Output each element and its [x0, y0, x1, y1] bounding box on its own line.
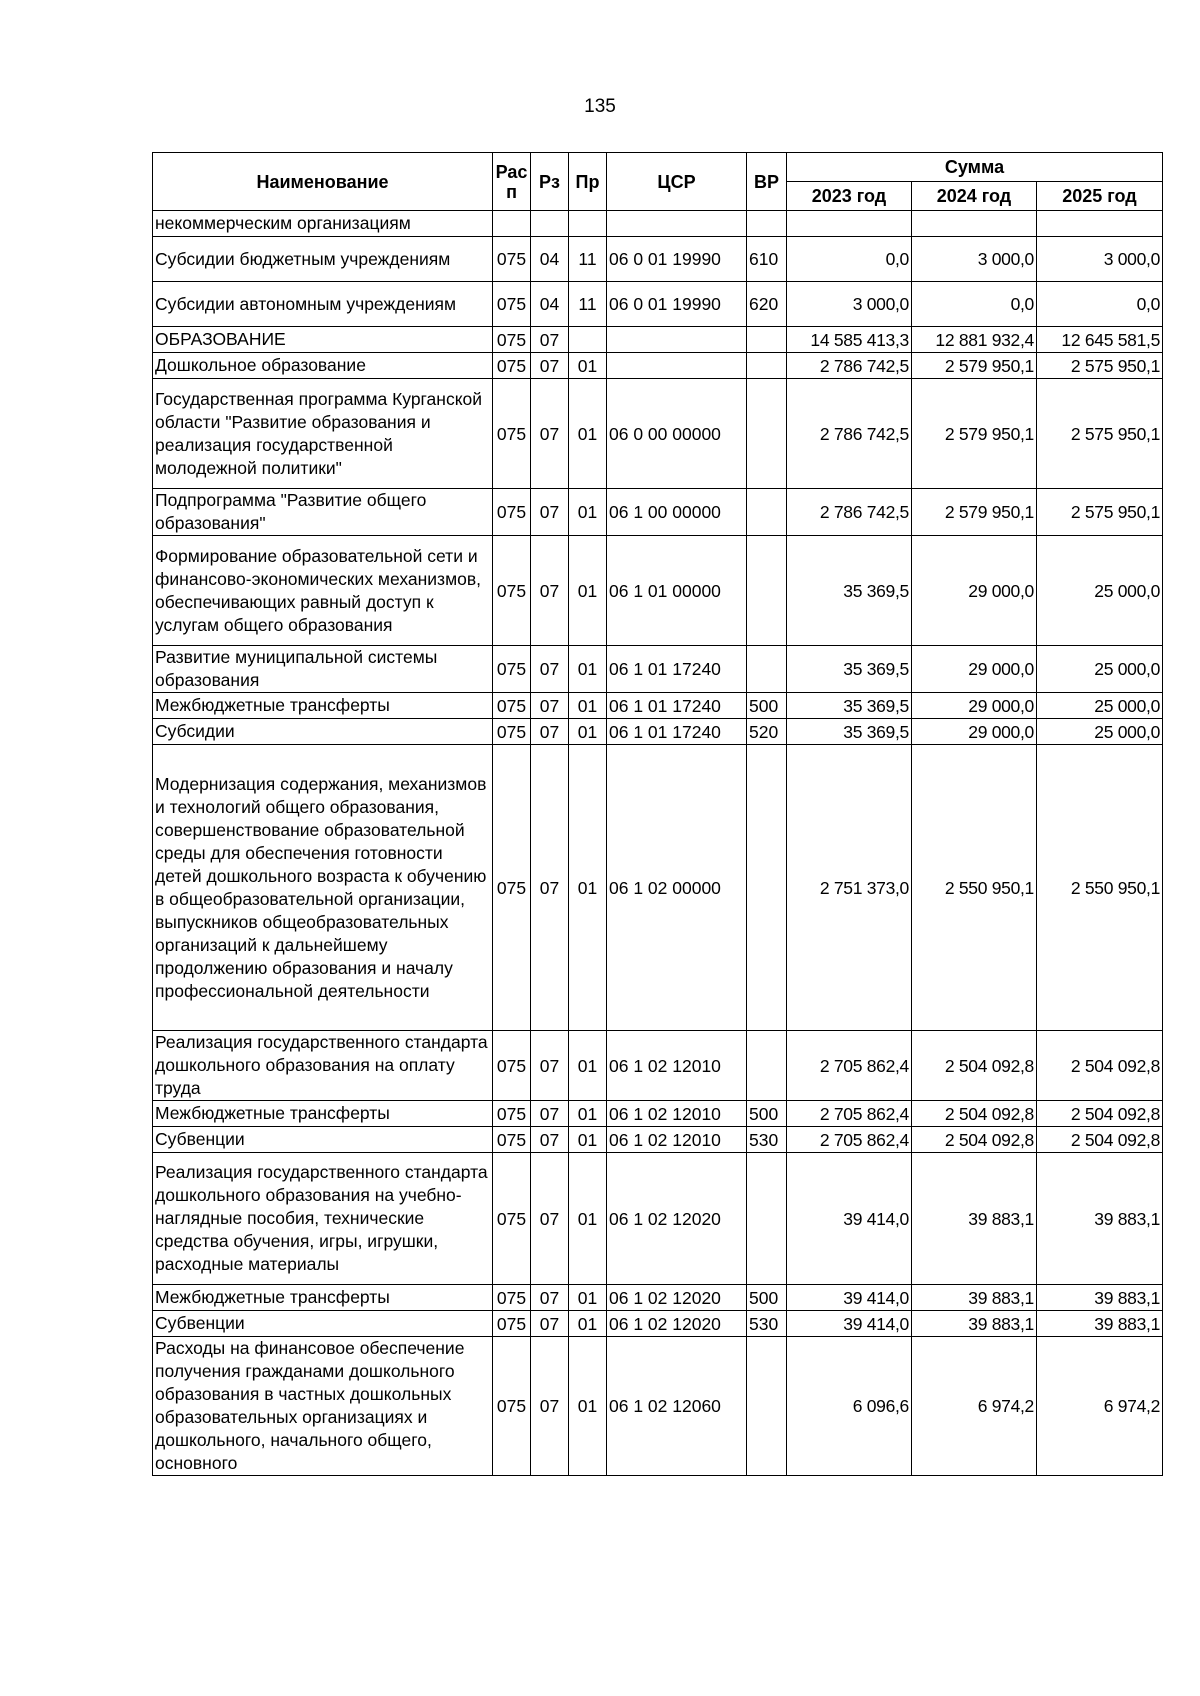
row-vr: 620: [747, 282, 787, 327]
row-rasp: 075: [493, 719, 531, 745]
row-vr: [747, 745, 787, 1031]
row-rz: 07: [531, 693, 569, 719]
row-amount-2025: 2 504 092,8: [1037, 1101, 1163, 1127]
row-pr: 11: [569, 237, 607, 282]
row-amount-2025: 25 000,0: [1037, 646, 1163, 693]
row-amount-2024: 2 504 092,8: [912, 1101, 1037, 1127]
row-pr: 01: [569, 1311, 607, 1337]
row-csr: 06 0 01 19990: [607, 237, 747, 282]
table-row: [153, 327, 1163, 353]
row-amount-2025: 25 000,0: [1037, 719, 1163, 745]
row-amount-2024: 29 000,0: [912, 646, 1037, 693]
row-amount-2025: 2 575 950,1: [1037, 379, 1163, 489]
row-vr: [747, 536, 787, 646]
row-amount-2024: 3 000,0: [912, 237, 1037, 282]
header-year-2023: 2023 год: [787, 182, 912, 211]
row-csr: 06 0 01 19990: [607, 282, 747, 327]
row-amount-2024: 29 000,0: [912, 719, 1037, 745]
row-rz: 07: [531, 353, 569, 379]
header-year-2024: 2024 год: [912, 182, 1037, 211]
row-pr: 01: [569, 1101, 607, 1127]
row-pr: 01: [569, 1127, 607, 1153]
row-amount-2024: 12 881 932,4: [912, 327, 1037, 353]
row-pr: 01: [569, 1153, 607, 1285]
row-amount-2025: 25 000,0: [1037, 693, 1163, 719]
table-row: [153, 693, 1163, 719]
row-amount-2025: 0,0: [1037, 282, 1163, 327]
row-rz: [531, 211, 569, 237]
page-number: 135: [584, 96, 616, 117]
row-amount-2023: 2 751 373,0: [787, 745, 912, 1031]
row-rasp: 075: [493, 1285, 531, 1311]
row-name: ОБРАЗОВАНИЕ: [153, 327, 493, 353]
row-amount-2024: 39 883,1: [912, 1311, 1037, 1337]
row-rasp: 075: [493, 536, 531, 646]
row-name: Субсидии: [153, 719, 493, 745]
row-pr: 01: [569, 745, 607, 1031]
row-csr: 06 0 00 00000: [607, 379, 747, 489]
row-amount-2023: 39 414,0: [787, 1285, 912, 1311]
row-amount-2024: 2 504 092,8: [912, 1127, 1037, 1153]
header-csr: ЦСР: [607, 153, 747, 211]
row-name: Реализация государственного стандарта дошкольного образования на учебно-наглядные пособия, технические средства обучения, игры, игрушки, расходные материалы: [153, 1153, 493, 1285]
row-amount-2024: 2 579 950,1: [912, 489, 1037, 536]
row-vr: 530: [747, 1127, 787, 1153]
row-pr: 01: [569, 646, 607, 693]
row-pr: 01: [569, 536, 607, 646]
table-row: [153, 353, 1163, 379]
row-amount-2024: 2 550 950,1: [912, 745, 1037, 1031]
row-amount-2023: 3 000,0: [787, 282, 912, 327]
header-year-2025: 2025 год: [1037, 182, 1163, 211]
row-pr: 01: [569, 1337, 607, 1476]
row-rasp: 075: [493, 646, 531, 693]
row-csr: 06 1 02 12020: [607, 1311, 747, 1337]
row-rasp: 075: [493, 379, 531, 489]
row-rz: 07: [531, 1311, 569, 1337]
row-name: Межбюджетные трансферты: [153, 1285, 493, 1311]
row-rz: 04: [531, 237, 569, 282]
table-row: [153, 1153, 1163, 1285]
row-rz: 07: [531, 745, 569, 1031]
row-csr: 06 1 02 00000: [607, 745, 747, 1031]
table-row: [153, 745, 1163, 1031]
header-pr: Пр: [569, 153, 607, 211]
row-pr: 01: [569, 1031, 607, 1101]
row-name: Модернизация содержания, механизмов и технологий общего образования, совершенствование образовательной среды для обеспечения готовности детей дошкольного возраста к обучению в общеобразовательной организации, выпускников общеобразовательных организаций к дальнейшему продолжению образования и началу профессиональной деятельности: [153, 745, 493, 1031]
row-name: Субвенции: [153, 1127, 493, 1153]
row-amount-2023: 39 414,0: [787, 1311, 912, 1337]
row-rasp: 075: [493, 353, 531, 379]
table-row: [153, 379, 1163, 489]
row-amount-2023: 35 369,5: [787, 536, 912, 646]
row-vr: [747, 489, 787, 536]
row-rz: 07: [531, 379, 569, 489]
table-row: [153, 237, 1163, 282]
row-amount-2025: 12 645 581,5: [1037, 327, 1163, 353]
row-rasp: 075: [493, 237, 531, 282]
row-pr: 01: [569, 719, 607, 745]
row-amount-2024: 39 883,1: [912, 1285, 1037, 1311]
row-name: Расходы на финансовое обеспечение получения гражданами дошкольного образования в частных дошкольных образовательных организациях и дошкольного, начального общего, основного: [153, 1337, 493, 1476]
row-csr: 06 1 01 17240: [607, 646, 747, 693]
row-name: некоммерческим организациям: [153, 211, 493, 237]
row-pr: 01: [569, 1285, 607, 1311]
row-csr: 06 1 02 12060: [607, 1337, 747, 1476]
row-amount-2024: 29 000,0: [912, 536, 1037, 646]
row-amount-2023: 2 705 862,4: [787, 1031, 912, 1101]
row-csr: 06 1 02 12020: [607, 1285, 747, 1311]
row-vr: 500: [747, 693, 787, 719]
row-amount-2024: 6 974,2: [912, 1337, 1037, 1476]
table-row: [153, 1337, 1163, 1476]
row-vr: [747, 1153, 787, 1285]
row-rasp: 075: [493, 745, 531, 1031]
row-rasp: 075: [493, 1127, 531, 1153]
row-rz: 07: [531, 327, 569, 353]
row-vr: 520: [747, 719, 787, 745]
row-vr: [747, 379, 787, 489]
table-header: [153, 153, 1163, 211]
row-amount-2025: 2 575 950,1: [1037, 489, 1163, 536]
row-name: Формирование образовательной сети и финансово-экономических механизмов, обеспечивающих равный доступ к услугам общего образования: [153, 536, 493, 646]
table-row: [153, 211, 1163, 237]
row-csr: 06 1 01 00000: [607, 536, 747, 646]
row-amount-2023: 2 786 742,5: [787, 489, 912, 536]
row-amount-2025: 39 883,1: [1037, 1153, 1163, 1285]
row-vr: 610: [747, 237, 787, 282]
row-name: Развитие муниципальной системы образования: [153, 646, 493, 693]
table-row: [153, 1101, 1163, 1127]
row-vr: 500: [747, 1285, 787, 1311]
row-rasp: 075: [493, 1101, 531, 1127]
row-rz: 07: [531, 1285, 569, 1311]
row-amount-2023: 35 369,5: [787, 693, 912, 719]
row-csr: [607, 211, 747, 237]
row-amount-2023: 35 369,5: [787, 719, 912, 745]
row-rasp: 075: [493, 1153, 531, 1285]
row-amount-2025: 2 504 092,8: [1037, 1127, 1163, 1153]
row-amount-2023: 2 786 742,5: [787, 353, 912, 379]
row-amount-2025: [1037, 211, 1163, 237]
row-amount-2025: 3 000,0: [1037, 237, 1163, 282]
table-row: [153, 719, 1163, 745]
row-vr: [747, 646, 787, 693]
row-name: Субвенции: [153, 1311, 493, 1337]
row-name: Субсидии бюджетным учреждениям: [153, 237, 493, 282]
header-sum: Сумма: [787, 153, 1163, 182]
row-rasp: [493, 211, 531, 237]
row-name: Межбюджетные трансферты: [153, 1101, 493, 1127]
row-vr: [747, 211, 787, 237]
row-vr: [747, 353, 787, 379]
row-vr: [747, 1337, 787, 1476]
row-rz: 07: [531, 536, 569, 646]
row-amount-2023: 35 369,5: [787, 646, 912, 693]
table-row: [153, 536, 1163, 646]
row-csr: 06 1 02 12010: [607, 1031, 747, 1101]
row-pr: 11: [569, 282, 607, 327]
row-rz: 07: [531, 719, 569, 745]
row-amount-2023: 2 705 862,4: [787, 1127, 912, 1153]
row-csr: 06 1 02 12020: [607, 1153, 747, 1285]
row-name: Государственная программа Курганской области "Развитие образования и реализация государственной молодежной политики": [153, 379, 493, 489]
row-amount-2025: 2 575 950,1: [1037, 353, 1163, 379]
row-vr: [747, 1031, 787, 1101]
row-amount-2024: 29 000,0: [912, 693, 1037, 719]
row-rz: 07: [531, 1127, 569, 1153]
row-vr: [747, 327, 787, 353]
table-row: [153, 1127, 1163, 1153]
row-amount-2025: 2 504 092,8: [1037, 1031, 1163, 1101]
row-name: Реализация государственного стандарта дошкольного образования на оплату труда: [153, 1031, 493, 1101]
row-rz: 07: [531, 1337, 569, 1476]
header-rz: Рз: [531, 153, 569, 211]
row-csr: 06 1 02 12010: [607, 1127, 747, 1153]
table-row: [153, 282, 1163, 327]
row-pr: [569, 327, 607, 353]
row-vr: 530: [747, 1311, 787, 1337]
budget-table: [152, 152, 1163, 1476]
row-name: Субсидии автономным учреждениям: [153, 282, 493, 327]
row-csr: 06 1 00 00000: [607, 489, 747, 536]
table-row: [153, 1031, 1163, 1101]
row-amount-2025: 39 883,1: [1037, 1311, 1163, 1337]
row-amount-2023: 14 585 413,3: [787, 327, 912, 353]
row-pr: 01: [569, 379, 607, 489]
row-name: Подпрограмма "Развитие общего образования": [153, 489, 493, 536]
row-name: Дошкольное образование: [153, 353, 493, 379]
header-vr: ВР: [747, 153, 787, 211]
table-body: [153, 211, 1163, 1476]
row-pr: 01: [569, 353, 607, 379]
table-row: [153, 1285, 1163, 1311]
row-amount-2023: 2 786 742,5: [787, 379, 912, 489]
row-csr: 06 1 02 12010: [607, 1101, 747, 1127]
row-amount-2024: [912, 211, 1037, 237]
row-rasp: 075: [493, 282, 531, 327]
row-amount-2023: 0,0: [787, 237, 912, 282]
row-amount-2023: 2 705 862,4: [787, 1101, 912, 1127]
row-amount-2024: 2 579 950,1: [912, 353, 1037, 379]
row-pr: 01: [569, 693, 607, 719]
row-amount-2025: 25 000,0: [1037, 536, 1163, 646]
row-pr: 01: [569, 489, 607, 536]
table-row: [153, 489, 1163, 536]
row-name: Межбюджетные трансферты: [153, 693, 493, 719]
row-rasp: 075: [493, 1337, 531, 1476]
row-csr: 06 1 01 17240: [607, 719, 747, 745]
row-amount-2024: 0,0: [912, 282, 1037, 327]
row-amount-2025: 6 974,2: [1037, 1337, 1163, 1476]
row-rasp: 075: [493, 693, 531, 719]
row-csr: 06 1 01 17240: [607, 693, 747, 719]
header-name: Наименование: [153, 153, 493, 211]
header-rasp: Рас п: [493, 153, 531, 211]
row-rz: 07: [531, 1031, 569, 1101]
row-csr: [607, 353, 747, 379]
row-amount-2025: 2 550 950,1: [1037, 745, 1163, 1031]
row-amount-2023: 6 096,6: [787, 1337, 912, 1476]
row-amount-2024: 2 504 092,8: [912, 1031, 1037, 1101]
row-rasp: 075: [493, 1311, 531, 1337]
table-row: [153, 1311, 1163, 1337]
row-csr: [607, 327, 747, 353]
row-amount-2024: 2 579 950,1: [912, 379, 1037, 489]
row-rz: 07: [531, 1101, 569, 1127]
row-rz: 07: [531, 1153, 569, 1285]
row-rasp: 075: [493, 1031, 531, 1101]
row-rasp: 075: [493, 489, 531, 536]
row-rz: 04: [531, 282, 569, 327]
row-amount-2025: 39 883,1: [1037, 1285, 1163, 1311]
row-amount-2023: 39 414,0: [787, 1153, 912, 1285]
row-rz: 07: [531, 646, 569, 693]
row-rz: 07: [531, 489, 569, 536]
row-amount-2023: [787, 211, 912, 237]
row-amount-2024: 39 883,1: [912, 1153, 1037, 1285]
table-row: [153, 646, 1163, 693]
row-vr: 500: [747, 1101, 787, 1127]
row-pr: [569, 211, 607, 237]
row-rasp: 075: [493, 327, 531, 353]
